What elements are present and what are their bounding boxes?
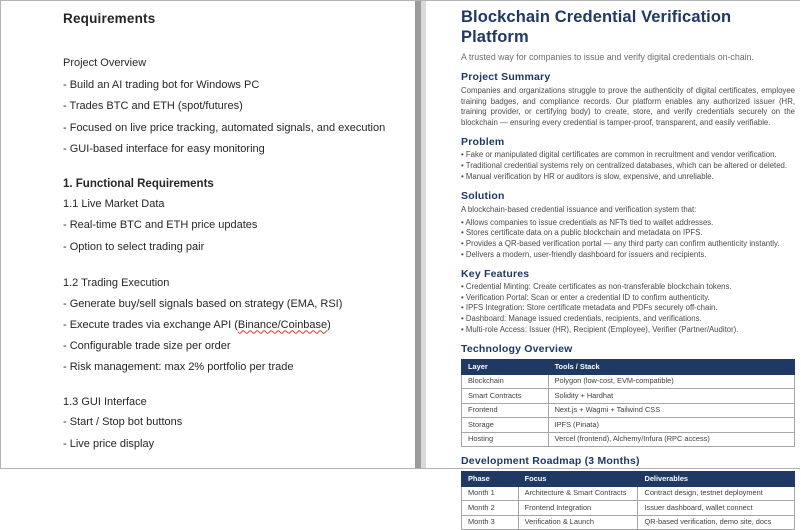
solution-bullet: • Allows companies to issue credentials as NFTs tied to wallet addresses. xyxy=(461,218,795,229)
roadmap-header-deliverables: Deliverables xyxy=(638,472,795,487)
left-sec-1-3-heading: 1.3 GUI Interface xyxy=(63,396,147,408)
tech-cell-layer: Frontend xyxy=(462,403,549,418)
roadmap-cell-deliverables: Issuer dashboard, wallet connect xyxy=(638,501,795,516)
roadmap-cell-deliverables: QR-based verification, demo site, docs xyxy=(638,515,795,530)
left-sec-1-2-heading: 1.2 Trading Execution xyxy=(63,276,170,289)
left-overview-item: - Focused on live price tracking, automated signals, and execution xyxy=(63,121,386,134)
problem-heading: Problem xyxy=(461,136,505,149)
table-row xyxy=(462,374,795,389)
blockchain-platform-document-page xyxy=(426,1,801,527)
tech-cell-tools: Vercel (frontend), Alchemy/Infura (RPC access) xyxy=(548,432,794,447)
left-sec-1-3-item: - Live price display xyxy=(63,437,155,450)
left-overview-item: - Trades BTC and ETH (spot/futures) xyxy=(63,100,243,112)
left-sec-1-2-item-api xyxy=(63,318,395,332)
problem-bullet: • Fake or manipulated digital certificates are common in recruitment and vendor verification. xyxy=(461,150,795,161)
left-doc-title: Requirements xyxy=(63,11,156,26)
window-divider xyxy=(415,1,426,468)
technology-header-layer: Layer xyxy=(462,360,549,375)
left-sec-1-2-item: - Configurable trade size per order xyxy=(63,340,231,352)
table-row xyxy=(462,432,795,447)
roadmap-cell-focus: Architecture & Smart Contracts xyxy=(518,486,638,501)
right-doc-title: Blockchain Credential Verification Platform xyxy=(461,8,732,46)
tech-cell-tools: Solidity + Hardhat xyxy=(548,389,794,404)
solution-heading: Solution xyxy=(461,190,505,203)
left-sec-1-3-item: - Start / Stop bot buttons xyxy=(63,416,183,428)
roadmap-cell-deliverables: Contract design, testnet deployment xyxy=(638,486,795,501)
tech-cell-layer: Smart Contracts xyxy=(462,389,549,404)
roadmap-table xyxy=(461,471,795,530)
technology-table-header-row xyxy=(462,360,795,375)
roadmap-heading: Development Roadmap (3 Months) xyxy=(461,455,640,468)
roadmap-table-header-row xyxy=(462,472,795,487)
left-sec-1-1-item: - Option to select trading pair xyxy=(63,240,205,253)
problem-bullet: • Traditional credential systems rely on centralized databases, which can be altered or deleted. xyxy=(461,161,795,172)
api-line-prefix: - Execute trades via exchange API ( xyxy=(63,318,238,331)
spellcheck-flagged-word: Binance/Coinbase xyxy=(237,318,328,331)
solution-bullet-list xyxy=(461,218,795,260)
left-overview-item: - GUI-based interface for easy monitoring xyxy=(63,143,265,155)
tech-cell-layer: Hosting xyxy=(462,432,549,447)
left-sec-1-2-item: - Risk management: max 2% portfolio per trade xyxy=(63,361,294,373)
technology-header-tools: Tools / Stack xyxy=(548,360,794,375)
table-row xyxy=(462,403,795,418)
tech-cell-layer: Blockchain xyxy=(462,374,549,389)
table-row xyxy=(462,418,795,433)
solution-intro: A blockchain-based credential issuance and verification system that: xyxy=(461,205,697,215)
left-sec-1-1-item: - Real-time BTC and ETH price updates xyxy=(63,219,258,231)
tech-cell-layer: Storage xyxy=(462,418,549,433)
problem-bullet: • Manual verification by HR or auditors is slow, expensive, and unreliable. xyxy=(461,172,795,183)
project-summary-heading: Project Summary xyxy=(461,71,551,83)
tech-cell-tools: Polygon (low-cost, EVM-compatible) xyxy=(548,374,794,389)
tech-cell-tools: Next.js + Wagmi + Tailwind CSS xyxy=(548,403,794,418)
key-features-heading: Key Features xyxy=(461,268,530,281)
tech-cell-tools: IPFS (Pinata) xyxy=(548,418,794,433)
roadmap-header-focus: Focus xyxy=(518,472,638,487)
solution-bullet: • Provides a QR-based verification portal — any third party can confirm authenticity instantly. xyxy=(461,239,795,250)
left-overview-heading: Project Overview xyxy=(63,57,147,69)
solution-bullet: • Delivers a modern, user-friendly dashboard for issuers and recipients. xyxy=(461,250,795,261)
left-sec-1-1-heading: 1.1 Live Market Data xyxy=(63,198,165,210)
technology-overview-heading: Technology Overview xyxy=(461,343,573,356)
table-row xyxy=(462,389,795,404)
key-features-bullet-list xyxy=(461,282,795,335)
table-row xyxy=(462,501,795,516)
key-feature-bullet: • IPFS Integration: Store certificate metadata and PDFs securely off-chain. xyxy=(461,303,795,314)
roadmap-cell-focus: Verification & Launch xyxy=(518,515,638,530)
key-feature-bullet: • Verification Portal: Scan or enter a credential ID to confirm authenticity. xyxy=(461,293,795,304)
solution-bullet: • Stores certificate data on a public blockchain and metadata on IPFS. xyxy=(461,228,795,239)
roadmap-header-phase: Phase xyxy=(462,472,519,487)
key-feature-bullet: • Multi-role Access: Issuer (HR), Recipient (Employee), Verifier (Partner/Auditor). xyxy=(461,325,795,336)
roadmap-cell-phase: Month 3 xyxy=(462,515,519,530)
requirements-document-page xyxy=(1,1,415,468)
api-line-suffix: ) xyxy=(327,318,331,331)
left-overview-item: - Build an AI trading bot for Windows PC xyxy=(63,78,260,91)
left-functional-heading: 1. Functional Requirements xyxy=(63,178,214,190)
right-doc-subtitle: A trusted way for companies to issue and verify digital credentials on-chain. xyxy=(461,52,754,62)
key-feature-bullet: • Credential Minting: Create certificates as non-transferable blockchain tokens. xyxy=(461,282,795,293)
left-sec-1-2-item: - Generate buy/sell signals based on strategy (EMA, RSI) xyxy=(63,297,343,310)
technology-table xyxy=(461,359,795,447)
table-row xyxy=(462,486,795,501)
project-summary-body: Companies and organizations struggle to prove the authenticity of digital certificates, employee training badges, and compliance records. Our platform enables any authorized issuer (HR, training provider, or certifying body) to create, store, and verify credentials securely on the blockchain — ensuring every credential is tamper-proof, transparent, and easily verifiable. xyxy=(461,86,795,127)
problem-bullet-list xyxy=(461,150,795,182)
roadmap-cell-phase: Month 2 xyxy=(462,501,519,516)
roadmap-cell-focus: Frontend Integration xyxy=(518,501,638,516)
table-row xyxy=(462,515,795,530)
roadmap-cell-phase: Month 1 xyxy=(462,486,519,501)
key-feature-bullet: • Dashboard: Manage issued credentials, recipients, and verifications. xyxy=(461,314,795,325)
